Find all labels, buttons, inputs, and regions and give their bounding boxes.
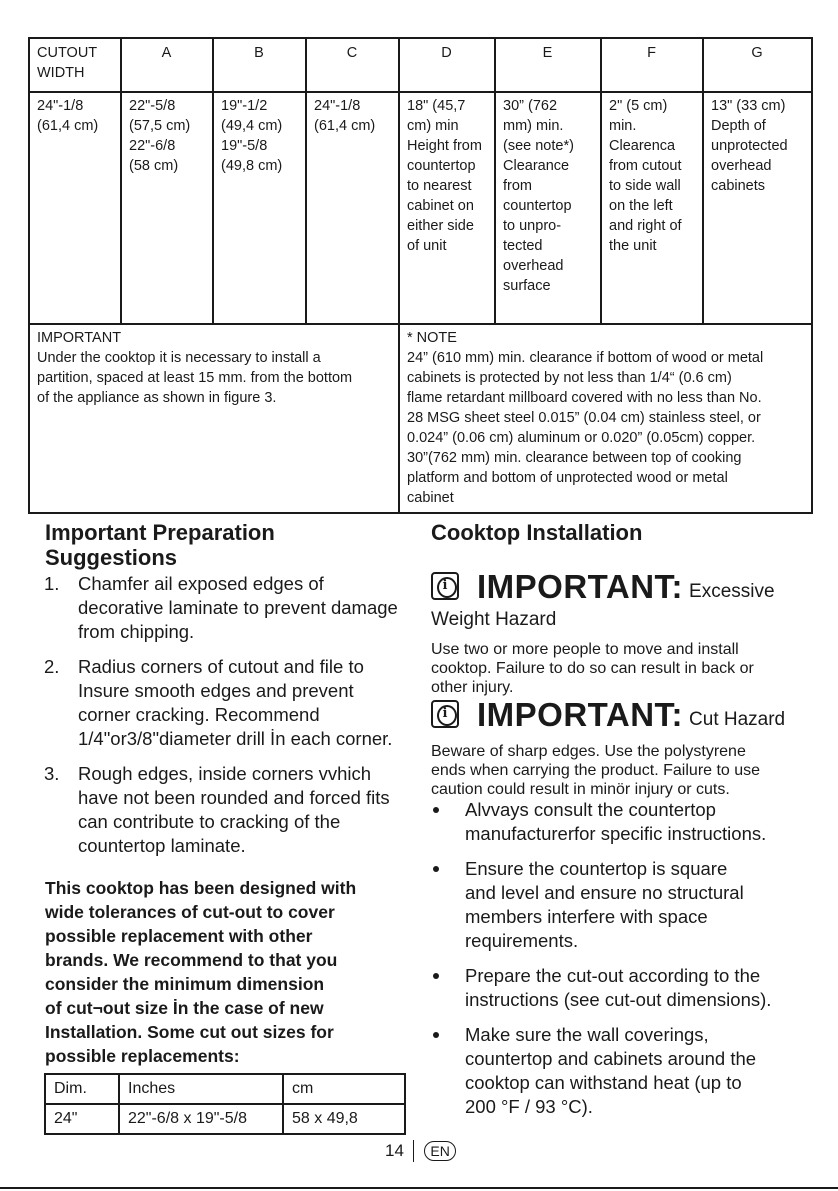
list-item-text: Ensure the countertop is square and level and ensure no structural members interfere with space requirements. bbox=[465, 858, 744, 951]
list-item-text: Alvvays consult the countertop manufacturerfor specific instructions. bbox=[465, 799, 767, 844]
value-cell-c: 24"-1/8 (61,4 cm) bbox=[306, 92, 399, 324]
replacement-size-table bbox=[44, 1073, 406, 1135]
bullet-icon bbox=[433, 973, 439, 979]
preparation-list bbox=[44, 572, 404, 869]
clearance-star-note: * NOTE 24” (610 mm) min. clearance if bottom of wood or metal cabinets is protected by not less than 1/4“ (0.6 cm) flame retardant millboard covered with no less than No. 28 MSG sheet steel 0.015” (0.04 cm) stainless steel, or 0.024” (0.06 cm) aluminum or 0.020” (0.05cm) copper. 30”(762 mm) min. clearance between top of cooking platform and bottom of unprotected wood or metal cabinet bbox=[399, 324, 812, 513]
warning-body: Use two or more people to move and install cooktop. Failure to do so can result in back or other injury. bbox=[431, 641, 754, 696]
warning-body: Beware of sharp edges. Use the polystyrene ends when carrying the product. Failure to use caution could result in minör injury or cuts. bbox=[431, 743, 761, 798]
bullet-icon bbox=[433, 1032, 439, 1038]
preparation-heading: Important Preparation Suggestions bbox=[45, 520, 275, 570]
value-cell-e: 30” (762 mm) min. (see note*) Clearance from countertop to unpro- tected overhead surface bbox=[495, 92, 601, 324]
header-cell-cutout-width: CUTOUT WIDTH bbox=[29, 38, 121, 92]
value-cell-g: 13" (33 cm) Depth of unprotected overhead cabinets bbox=[703, 92, 812, 324]
table-header-cell: Dim. bbox=[45, 1074, 119, 1104]
table-row bbox=[45, 1104, 405, 1134]
list-number: 2. bbox=[44, 656, 60, 677]
header-cell-a: A bbox=[121, 38, 213, 92]
warning-title bbox=[431, 696, 797, 734]
value-cell-f: 2" (5 cm) min. Clearenca from cutout to side wall on the left and right of the unit bbox=[601, 92, 703, 324]
weight-hazard-warning bbox=[431, 568, 797, 697]
table-notes-row bbox=[29, 324, 812, 513]
table-row bbox=[45, 1074, 405, 1104]
installation-heading: Cooktop Installation bbox=[431, 520, 643, 545]
list-number: 3. bbox=[44, 763, 60, 784]
value-cell-b: 19"-1/2 (49,4 cm) 19"-5/8 (49,8 cm) bbox=[213, 92, 306, 324]
header-cell-f: F bbox=[601, 38, 703, 92]
important-label: IMPORTANT: bbox=[477, 568, 684, 605]
bullet-icon bbox=[433, 866, 439, 872]
list-number: 1. bbox=[44, 573, 60, 594]
installation-bullet-list bbox=[431, 798, 801, 1130]
list-item bbox=[431, 857, 801, 953]
list-item-text: Chamfer ail exposed edges of decorative laminate to prevent damage from chipping. bbox=[78, 573, 398, 642]
important-label: IMPORTANT: bbox=[477, 696, 684, 733]
table-header-cell: cm bbox=[283, 1074, 405, 1104]
list-item-text: Radius corners of cutout and file to Insure smooth edges and prevent corner cracking. Recommend 1/4"or3/8"diameter drill İn each corner. bbox=[78, 656, 393, 749]
info-icon: i bbox=[431, 572, 459, 600]
header-cell-e: E bbox=[495, 38, 601, 92]
list-item-text: Rough edges, inside corners vvhich have not been rounded and forced fits can contribute to cracking of the countertop laminate. bbox=[78, 763, 390, 856]
bottom-divider bbox=[0, 1187, 838, 1189]
list-item bbox=[431, 1023, 801, 1119]
table-cell: 24" bbox=[45, 1104, 119, 1134]
bullet-icon bbox=[433, 807, 439, 813]
list-item-text: Prepare the cut-out according to the instructions (see cut-out dimensions). bbox=[465, 965, 772, 1010]
list-item bbox=[44, 572, 404, 644]
table-header-row bbox=[29, 38, 812, 92]
table-value-row bbox=[29, 92, 812, 324]
list-item-text: Make sure the wall coverings, countertop and cabinets around the cooktop can withstand heat (up to 200 °F / 93 °C). bbox=[465, 1024, 757, 1117]
table-header-cell: Inches bbox=[119, 1074, 283, 1104]
list-item bbox=[44, 762, 404, 858]
value-cell-cutout-width: 24"-1/8 (61,4 cm) bbox=[29, 92, 121, 324]
replacement-tolerance-note: This cooktop has been designed with wide tolerances of cut-out to cover possible replacement with other brands. We recommend to that you consider the minimum dimension of cut¬out size İn the case of new Installation. Some cut out sizes for possible replacements: bbox=[45, 878, 357, 1066]
header-cell-g: G bbox=[703, 38, 812, 92]
page-number: 14 bbox=[385, 1141, 404, 1160]
cut-hazard-warning bbox=[431, 696, 797, 799]
value-cell-a: 22"-5/8 (57,5 cm) 22"-6/8 (58 cm) bbox=[121, 92, 213, 324]
warning-title bbox=[431, 568, 797, 606]
header-cell-b: B bbox=[213, 38, 306, 92]
page-footer bbox=[385, 1140, 456, 1162]
hazard-type: Excessive bbox=[689, 581, 775, 602]
list-item bbox=[431, 964, 801, 1012]
cutout-dimension-table bbox=[28, 37, 813, 514]
hazard-type: Cut Hazard bbox=[689, 709, 786, 730]
info-icon: i bbox=[431, 700, 459, 728]
table-cell: 22"-6/8 x 19"-5/8 bbox=[119, 1104, 283, 1134]
value-cell-d: 18" (45,7 cm) min Height from countertop to nearest cabinet on either side of unit bbox=[399, 92, 495, 324]
list-item bbox=[44, 655, 404, 751]
header-cell-d: D bbox=[399, 38, 495, 92]
language-badge: EN bbox=[424, 1141, 455, 1161]
hazard-type-continued: Weight Hazard bbox=[431, 609, 557, 630]
important-partition-note: IMPORTANT Under the cooktop it is necessary to install a partition, spaced at least 15 mm. from the bottom of the appliance as shown in figure 3. bbox=[29, 324, 399, 513]
list-item bbox=[431, 798, 801, 846]
header-cell-c: C bbox=[306, 38, 399, 92]
table-cell: 58 x 49,8 bbox=[283, 1104, 405, 1134]
footer-divider bbox=[413, 1140, 415, 1162]
